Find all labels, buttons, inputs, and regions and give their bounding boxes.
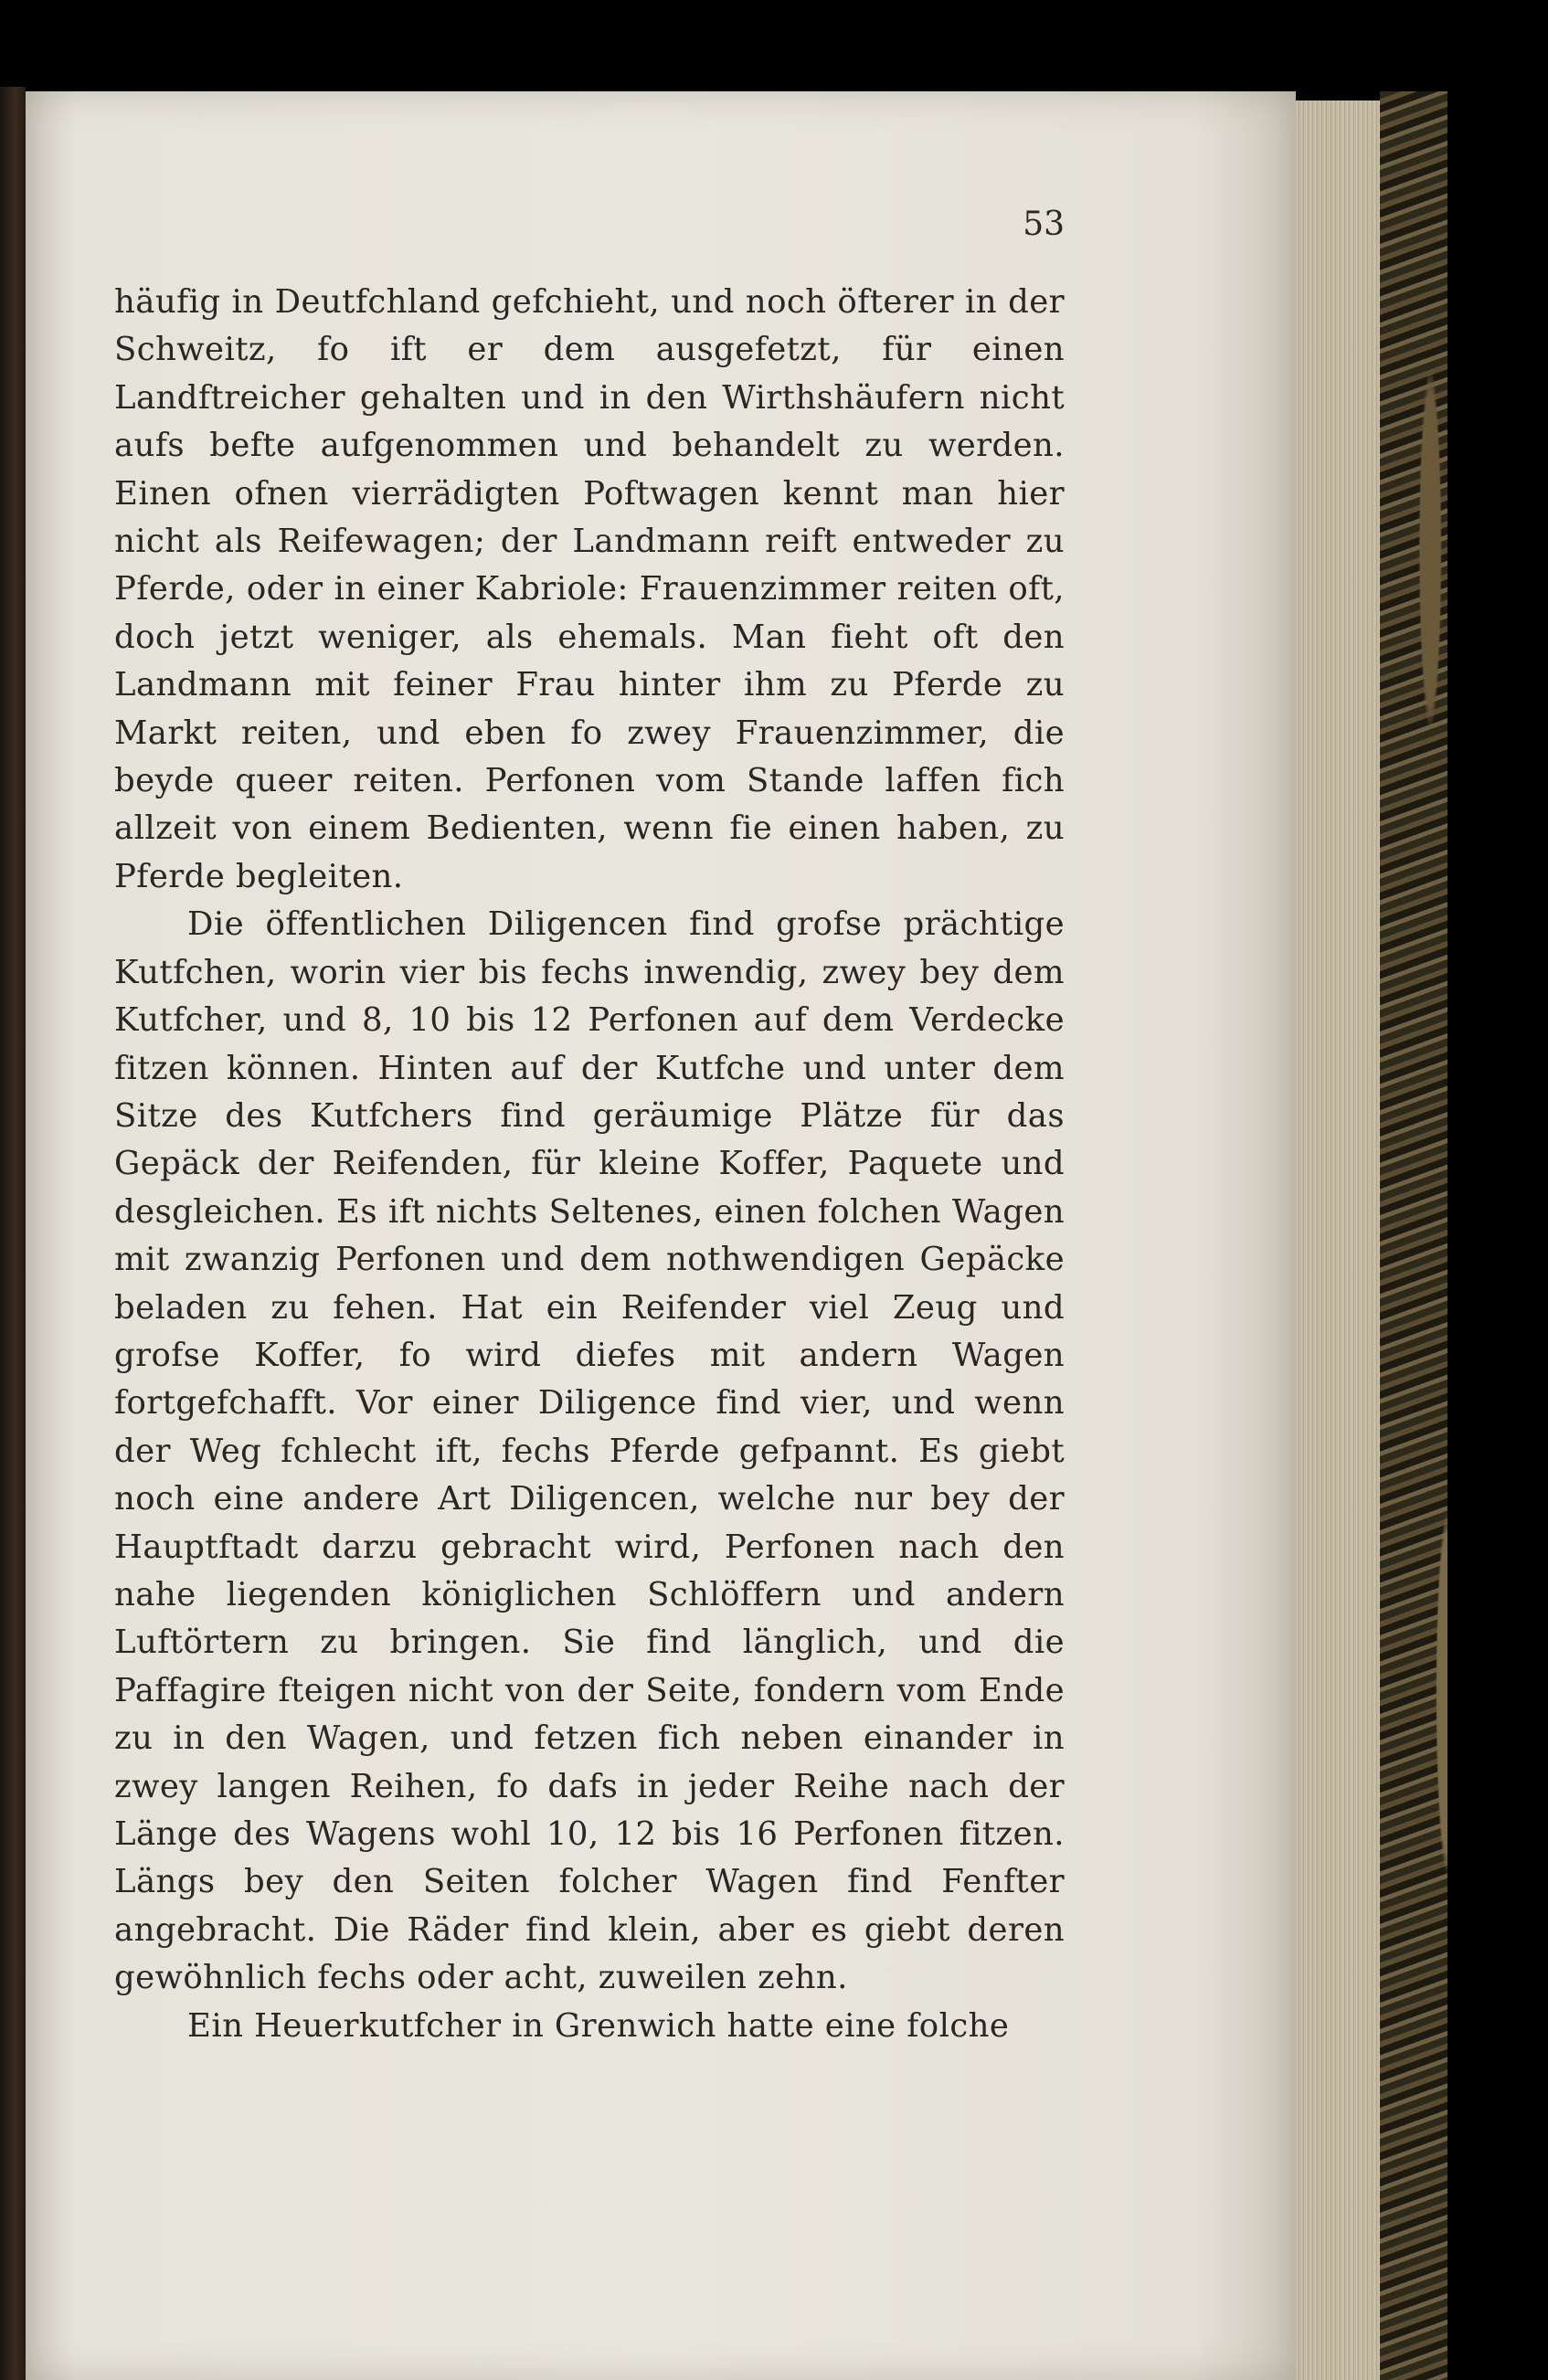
paragraph-2: Die öffentlichen Diligencen find grofse prächtige Kutfchen, worin vier bis fechs inwendig, zwey bey dem Kutfcher, und 8, 10 bis 12 Perfonen auf dem Verdecke fitzen können. Hinten auf der Kutfche und unter dem Sitze des Kutfchers find geräumige Plätze für das Gepäck der Reifenden, für kleine Koffer, Paquete und desgleichen. Es ift nichts Seltenes, einen folchen Wagen mit zwanzig Perfonen und dem nothwendigen Gepäcke beladen zu fehen. Hat ein Reifender viel Zeug und grofse Koffer, fo wird diefes mit andern Wagen fortgefchafft. Vor einer Diligence find vier, und wenn der Weg fchlecht ift, fechs Pferde gefpannt. Es giebt noch eine andere Art Diligencen, welche nur bey der Hauptftadt darzu gebracht wird, Perfonen nach den nahe liegenden königlichen Schlöffern und andern Luftörtern zu bringen. Sie find länglich, und die Paffagire fteigen nicht von der Seite, fondern vom Ende zu in den Wagen, und fetzen fich neben einander in zwey langen Reihen, fo dafs in jeder Reihe nach der Länge des Wagens wohl 10, 12 bis 16 Perfonen fitzen. Längs bey den Seiten folcher Wagen find Fenfter angebracht. Die Räder find klein, aber es giebt deren gewöhnlich fechs oder acht, zuweilen zehn. <box>114 905 1065 1997</box>
page-text <box>114 279 1065 2050</box>
page-edges <box>1296 100 1380 2380</box>
paragraph-1: häufig in Deutfchland gefchieht, und noch öfterer in der Schweitz, fo ift er dem ausgefetzt, für einen Landftreicher gehalten und in den Wirthshäufern nicht aufs befte aufgenommen und behandelt zu werden. Einen ofnen vierrädigten Poftwagen kennt man hier nicht als Reifewagen; der Landmann reift entweder zu Pferde, oder in einer Kabriole: Frauenzimmer reiten oft, doch jetzt weniger, als ehemals. Man fieht oft den Landmann mit feiner Frau hinter ihm zu Pferde zu Markt reiten, und eben fo zwey Frauenzimmer, die beyde queer reiten. Perfonen vom Stande laffen fich allzeit von einem Bedienten, wenn fie einen haben, zu Pferde begleiten. <box>114 283 1065 895</box>
paragraph-3: Ein Heuerkutfcher in Grenwich hatte eine folche <box>187 2006 1010 2045</box>
page-number: 53 <box>1023 206 1065 243</box>
marbled-book-edge <box>1380 91 1548 2380</box>
left-book-cover <box>0 87 26 2380</box>
